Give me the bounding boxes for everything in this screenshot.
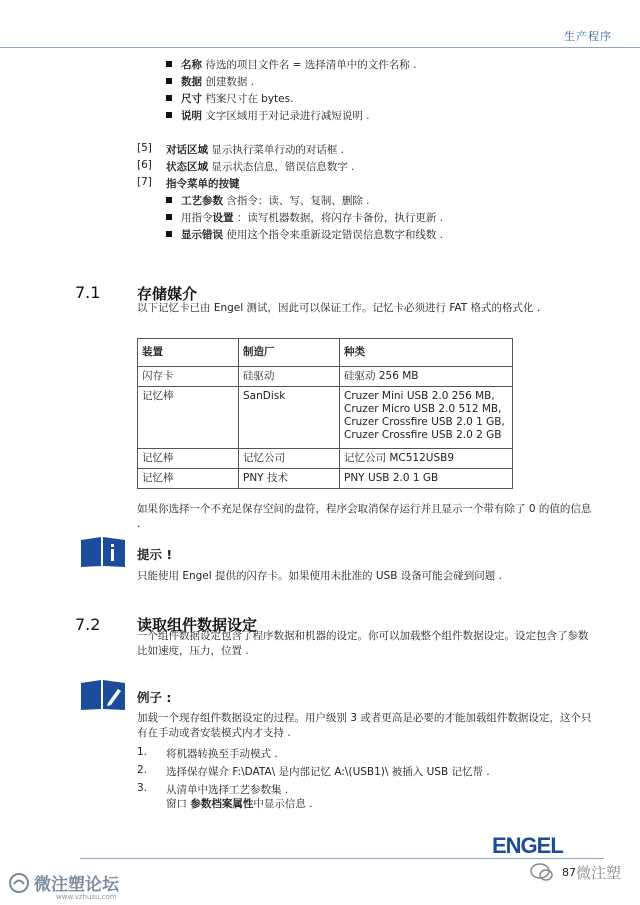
bullet-bold: 名称 (181, 59, 202, 71)
item-bold: 状态区域 (166, 161, 208, 173)
bullet-square-icon (166, 112, 172, 118)
table-cell: 记忆公司 (239, 449, 340, 469)
item-text (166, 176, 240, 191)
watermark-right: 微注塑 (576, 864, 622, 882)
item-text (166, 142, 344, 157)
example-book-icon (80, 680, 126, 710)
bullet-bold: 尺寸 (181, 93, 202, 105)
table-row (138, 449, 513, 469)
footer-rule (80, 858, 604, 859)
table-row (138, 387, 513, 449)
item-bold: 指令菜单的按键 (166, 178, 240, 190)
bullet-text: 创建数据 . (202, 76, 255, 88)
item-number: [5] (137, 142, 152, 154)
step-text: 将机器转换至手动模式 . (166, 748, 278, 760)
table-cell: PNY 技术 (239, 469, 340, 489)
memory-table (137, 338, 513, 489)
table-header: 装置 (138, 339, 239, 367)
table-cell: 记忆棒 (138, 387, 239, 449)
bullet-square-icon (166, 231, 172, 237)
sub-bullet (166, 211, 443, 225)
table-cell: 硅驱动 256 MB (340, 367, 513, 387)
table-header: 种类 (340, 339, 513, 367)
step-text-pre: 窗口 (166, 798, 191, 810)
example-text: 加载一个现存组件数据设定的过程。用户级别 3 或者更高是必要的才能加载组件数据设定，这个只有在手动或者安装模式内才支持 . (137, 712, 592, 739)
bullet-data (166, 75, 254, 89)
example-title: 例子 : (137, 690, 172, 705)
step-text: 从清单中选择工艺参数集 . (166, 784, 289, 796)
table-cell: 闪存卡 (138, 367, 239, 387)
watermark-left-url: www.vzhusu.com (56, 893, 117, 901)
bullet-bold: 设置 (212, 212, 234, 224)
forum-logo-icon (8, 872, 30, 894)
bullet-square-icon (166, 78, 172, 84)
table-cell: 记忆棒 (138, 449, 239, 469)
section-number: 7.2 (75, 615, 101, 634)
item-number: [7] (137, 176, 152, 188)
step-number: 1. (137, 746, 148, 758)
bullet-text: ：读写机器数据，将闪存卡备份，执行更新 . (233, 212, 444, 224)
bullet-square-icon (166, 197, 172, 203)
bullet-size (166, 92, 293, 106)
item-number: [6] (137, 159, 152, 171)
table-note: 如果你选择一个不充足保存空间的盘符，程序会取消保存运行并且显示一个带有除了 0 的值的信息 . (137, 503, 592, 530)
page-number: 87 (562, 866, 576, 879)
table-cell: SanDisk (239, 387, 340, 449)
bullet-name (166, 58, 417, 72)
page-header-title: 生产程序 (564, 30, 612, 43)
step-text: 选择保存媒介 F:\DATA\ 是内部记忆 A:\(USB1)\ 被插入 USB 记忆帮 . (166, 766, 490, 778)
tip-text: 只能使用 Engel 提供的闪存卡。如果使用未批准的 USB 设备可能会碰到问题 . (137, 570, 502, 582)
table-cell: PNY USB 2.0 1 GB (340, 469, 513, 489)
header-rule (0, 47, 640, 48)
wechat-icon (530, 862, 554, 882)
section-title: 读取组件数据设定 (137, 616, 258, 634)
step-number: 2. (137, 764, 148, 776)
bullet-text: 用指令 (181, 212, 213, 224)
bullet-text: 使用这个指令来重新设定错误信息数字和线数 . (223, 229, 444, 241)
item-desc: 显示状态信息，错误信息数字 . (208, 161, 355, 173)
step-text-bold: 参数档案属性 (190, 798, 254, 810)
table-cell: 硅驱动 (239, 367, 340, 387)
table-cell: 记忆棒 (138, 469, 239, 489)
table-row (138, 469, 513, 489)
bullet-square-icon (166, 214, 172, 220)
section-intro: 一个组件数据设定包含了程序数据和机器的设定。你可以加载整个组件数据设定。设定包含了参数比如速度，压力，位置 . (137, 630, 589, 657)
bullet-square-icon (166, 95, 172, 101)
bullet-bold: 显示错误 (181, 229, 223, 241)
section-intro: 以下记忆卡已由 Engel 测试，因此可以保证工作。记忆卡必须进行 FAT 格式的格式化 . (137, 302, 541, 314)
item-bold: 对话区域 (166, 144, 208, 156)
bullet-text: 含指令：读、写、复制、删除 . (223, 195, 370, 207)
bullet-bold: 工艺参数 (181, 195, 223, 207)
table-cell: Cruzer Mini USB 2.0 256 MB, Cruzer Micro USB 2.0 512 MB, Cruzer Crossfire USB 2.0 1 GB, Cruzer Crossfire USB 2.0 2 GB (340, 387, 513, 449)
bullet-text: 待选的项目文件名 = 选择清单中的文件名称 . (202, 59, 417, 71)
section-title: 存储媒介 (137, 285, 198, 303)
bullet-bold: 数据 (181, 76, 202, 88)
item-text (166, 159, 355, 174)
table-row (138, 367, 513, 387)
info-book-icon (80, 537, 126, 567)
step-number: 3. (137, 782, 148, 794)
step-text-post: 中显示信息 . (253, 798, 313, 810)
bullet-bold: 说明 (181, 110, 202, 122)
sub-bullet (166, 194, 370, 208)
bullet-desc (166, 109, 370, 123)
section-number: 7.1 (75, 283, 101, 302)
sub-bullet (166, 228, 443, 242)
step-text-continued (166, 796, 313, 811)
table-header-row (138, 339, 513, 367)
bullet-text: 档案尺寸在 bytes. (202, 93, 294, 105)
watermark-left-text: 微注塑论坛 (34, 875, 119, 895)
bullet-square-icon (166, 61, 172, 67)
tip-title: 提示 ! (137, 547, 173, 562)
item-desc: 显示执行菜单行动的对话框 . (208, 144, 345, 156)
table-header: 制造厂 (239, 339, 340, 367)
bullet-text: 文字区域用于对记录进行减短说明 . (202, 110, 370, 122)
engel-logo: ENGEL (492, 833, 563, 858)
table-cell: 记忆公司 MC512USB9 (340, 449, 513, 469)
